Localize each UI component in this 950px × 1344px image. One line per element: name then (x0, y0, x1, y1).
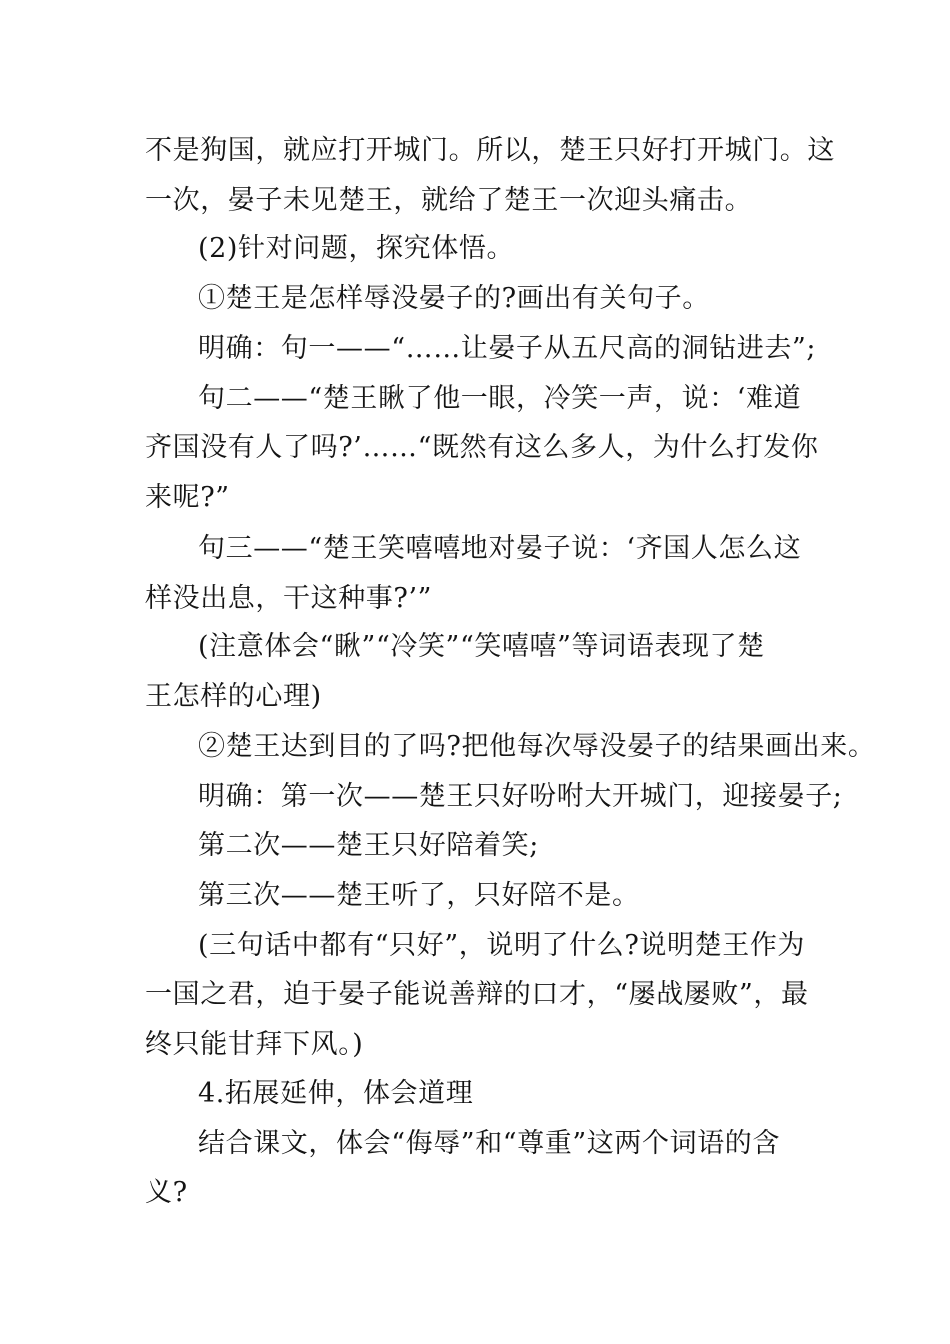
text-line: 一次，晏子未见楚王，就给了楚王一次迎头痛击。 (145, 185, 753, 216)
text-line: (2)针对问题，探究体悟。 (198, 233, 515, 264)
text-line: 第二次——楚王只好陪着笑; (198, 830, 539, 861)
text-line: 第三次——楚王听了，只好陪不是。 (198, 880, 640, 911)
text-line: 明确：句一——“……让晏子从五尺高的洞钻进去”; (198, 333, 817, 364)
text-line: 句三——“楚王笑嘻嘻地对晏子说：‘齐国人怎么这 (198, 533, 802, 564)
text-line: 义? (145, 1177, 188, 1208)
text-line: 句二——“楚王瞅了他一眼，冷笑一声，说：‘难道 (198, 383, 802, 414)
text-line: ②楚王达到目的了吗?把他每次辱没晏子的结果画出来。 (198, 731, 876, 762)
text-line: (注意体会“瞅”“冷笑”“笑嘻嘻”等词语表现了楚 (198, 631, 765, 662)
text-line: 明确：第一次——楚王只好吩咐大开城门，迎接晏子; (198, 781, 843, 812)
text-line: 齐国没有人了吗?’……“既然有这么多人，为什么打发你 (145, 432, 819, 463)
text-line: 样没出息，干这种事?’” (145, 583, 433, 614)
text-line: 一国之君，迫于晏子能说善辩的口才，“屡战屡败”，最 (145, 979, 809, 1010)
text-line: ①楚王是怎样辱没晏子的?画出有关句子。 (198, 283, 710, 314)
text-line: 不是狗国，就应打开城门。所以，楚王只好打开城门。这 (145, 135, 835, 166)
text-line: 4.拓展延伸，体会道理 (198, 1078, 474, 1109)
text-line: 王怎样的心理) (145, 681, 322, 712)
text-line: 结合课文，体会“侮辱”和“尊重”这两个词语的含 (198, 1128, 781, 1159)
text-line: 终只能甘拜下风。) (145, 1029, 364, 1060)
text-line: 来呢?” (145, 482, 230, 513)
text-line: (三句话中都有“只好”，说明了什么?说明楚王作为 (198, 930, 806, 961)
